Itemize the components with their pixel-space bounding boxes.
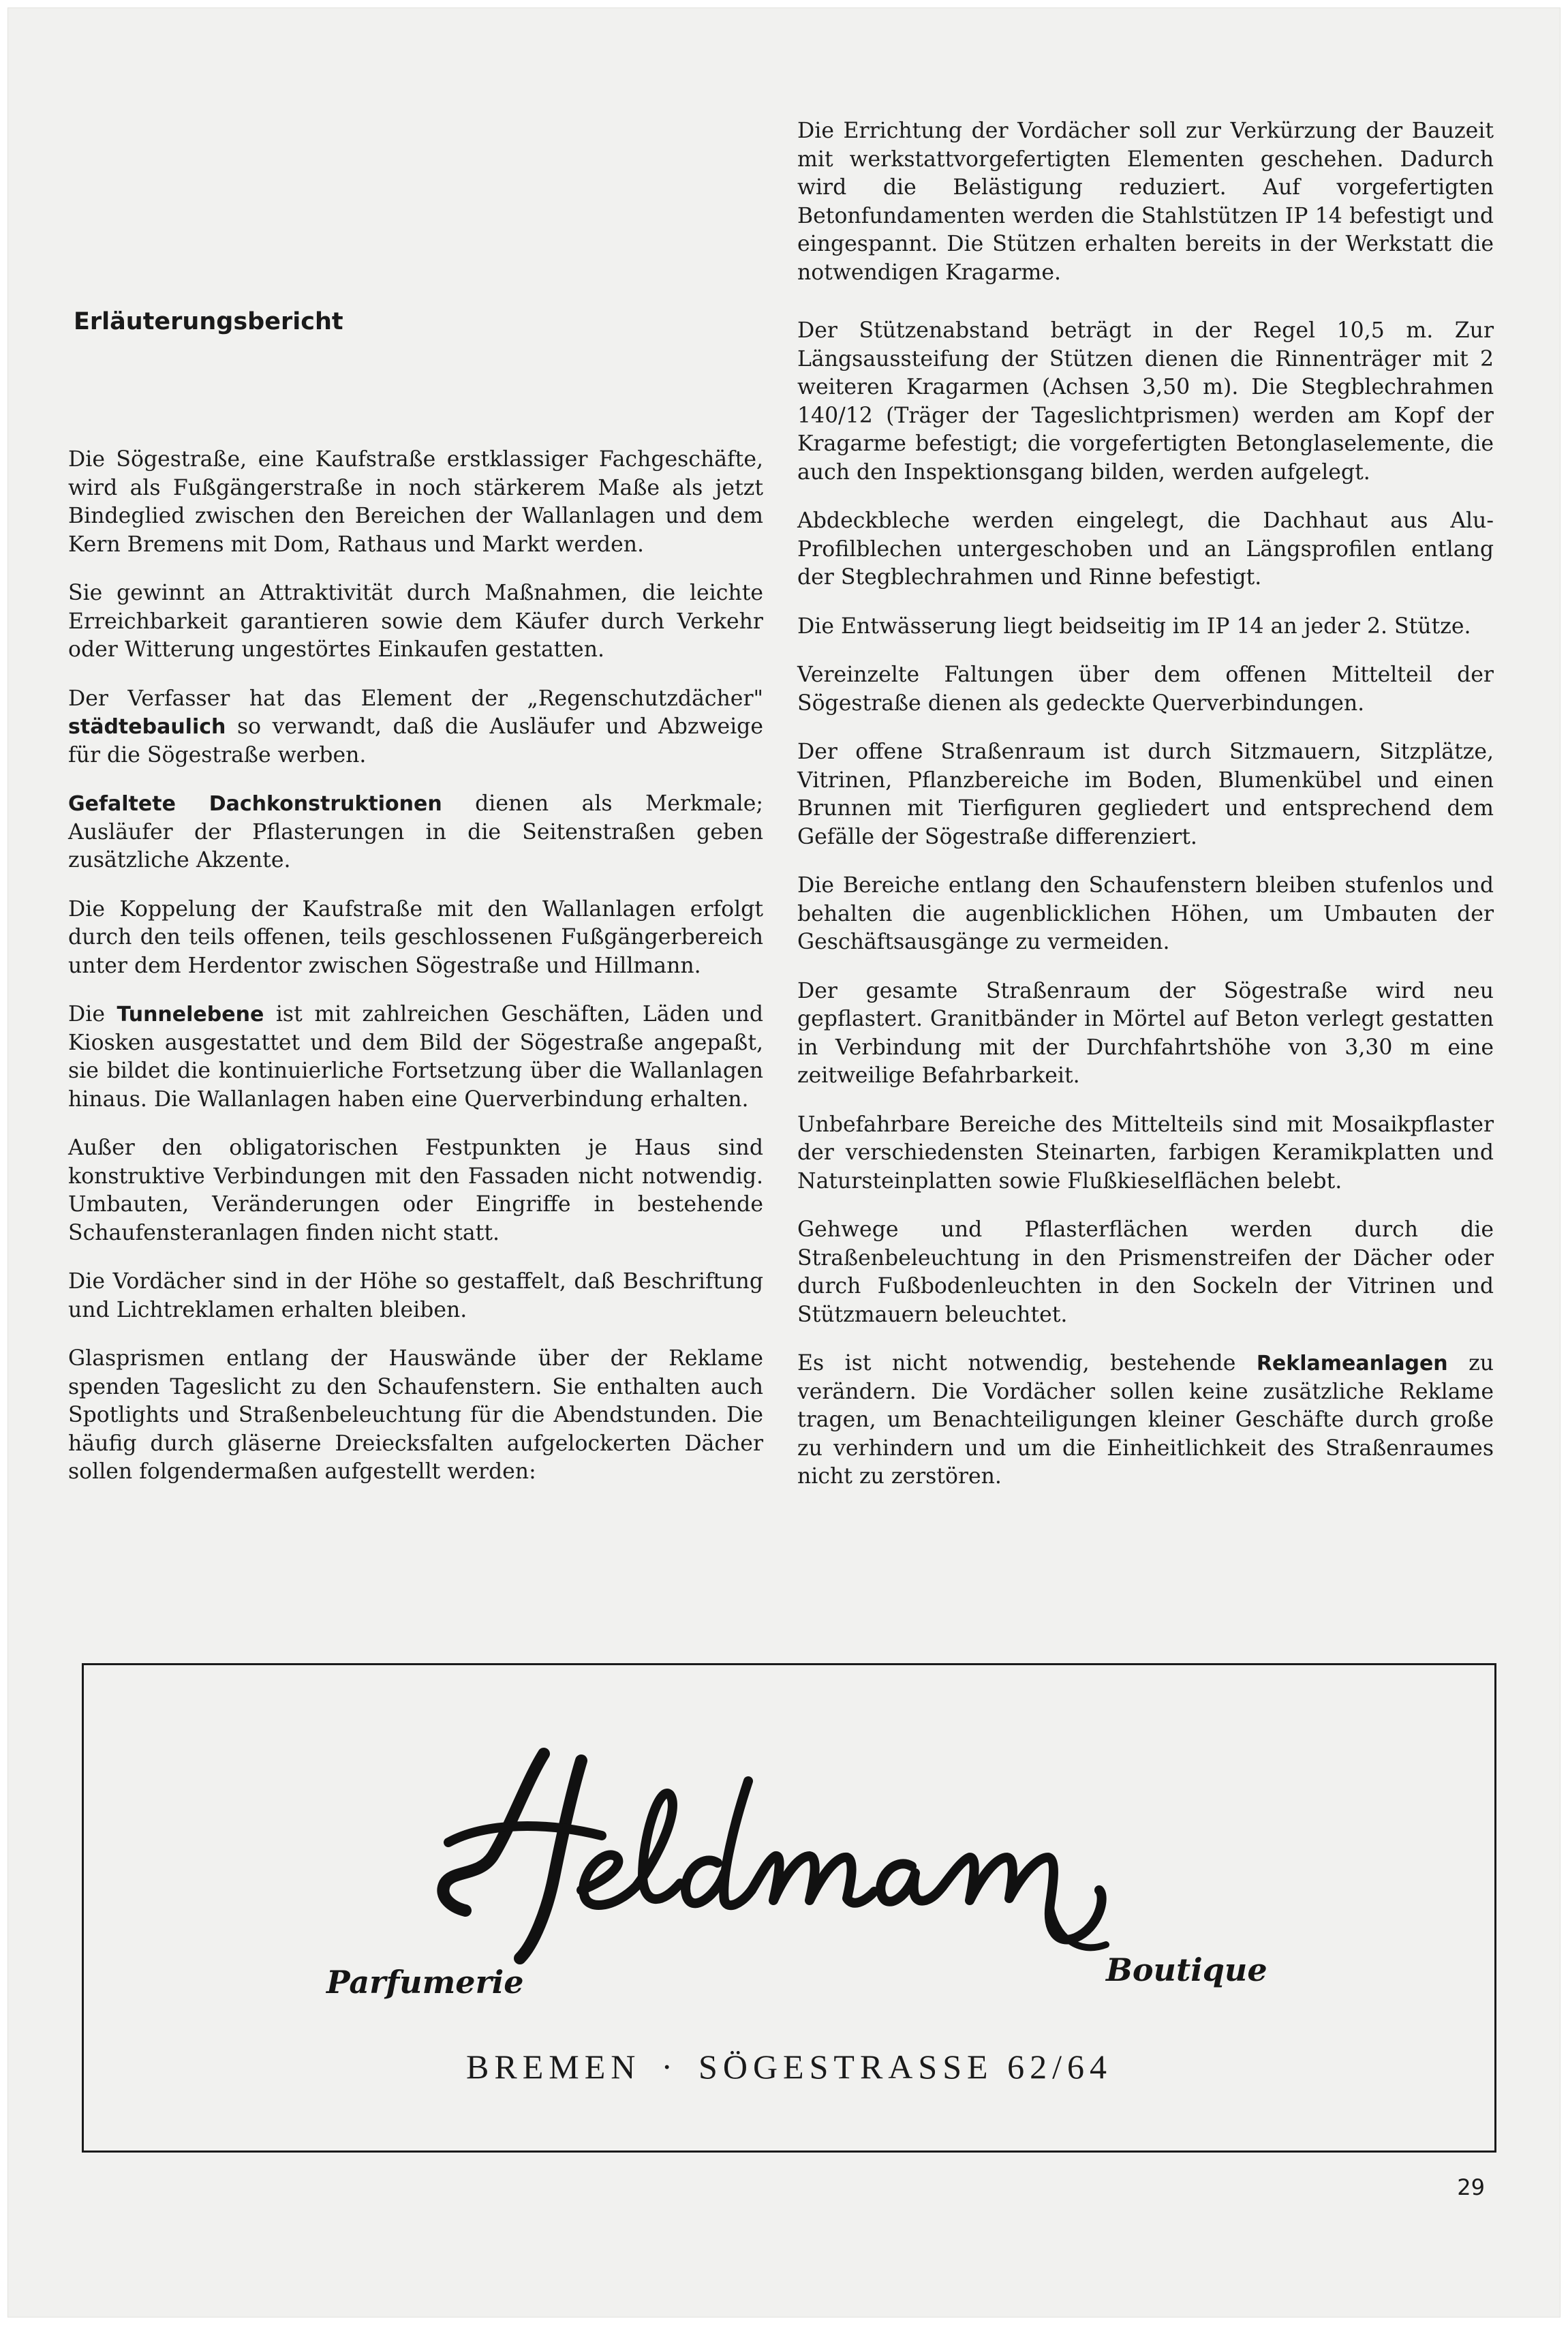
paragraph xyxy=(68,896,763,981)
page-number: 29 xyxy=(1457,2174,1485,2200)
page-sheet xyxy=(8,8,1560,2317)
paragraph-text: Der Verfasser hat das Element der „Regenschutzdächer" xyxy=(68,686,763,711)
ad-city: BREMEN xyxy=(466,2048,641,2086)
ad-street: SÖGESTRASSE 62/64 xyxy=(698,2048,1112,2086)
ad-separator: · xyxy=(661,2048,679,2086)
paragraph xyxy=(797,661,1494,718)
paragraph xyxy=(68,790,763,875)
paragraph-text: Außer den obligatorischen Festpunkten je Haus sind konstruktive Verbindungen mit den Fassaden nicht notwendig. Umbauten, Veränderungen oder Eingriffe in bestehende Schaufensteranlagen finden nicht statt. xyxy=(68,1136,763,1245)
paragraph xyxy=(797,1216,1494,1329)
paragraph-text: zu verändern. Die Vordächer sollen keine zusätzliche Reklame tragen, um Benachteiligungen kleiner Geschäfte durch große zu verhindern und um die Einheitlichkeit des Straßenraumes nicht zu zerstören. xyxy=(797,1351,1494,1489)
paragraph-text: Die Bereiche entlang den Schaufenstern bleiben stufenlos und behalten die augenblicklichen Höhen, um Umbauten der Geschäftsausgänge zu vermeiden. xyxy=(797,873,1494,954)
bold-term: Reklameanlagen xyxy=(1256,1352,1448,1376)
paragraph-text: Glasprismen entlang der Hauswände über der Reklame spenden Tageslicht zu den Schaufenstern. Sie enthalten auch Spotlights und Straßenbeleuchtung für die Abendstunden. Die häufig durch gläserne Dreiecksfalten aufgelockerten Dächer sollen folgendermaßen aufgestellt werden: xyxy=(68,1346,763,1484)
bold-term: Gefaltete Dachkonstruktionen xyxy=(68,792,442,816)
paragraph-text: Der offene Straßenraum ist durch Sitzmauern, Sitzplätze, Vitrinen, Pflanzbereiche im Boden, Blumenkübel und einen Brunnen mit Tierfiguren gegliedert und entsprechend dem Gefälle der Sögestraße differenziert. xyxy=(797,740,1494,849)
paragraph xyxy=(68,1134,763,1247)
paragraph-text: Abdeckbleche werden eingelegt, die Dachhaut aus Alu-Profilblechen untergeschoben und an Längsprofilen entlang der Stegblechrahmen und Rinne befestigt. xyxy=(797,508,1494,590)
heldmann-logo xyxy=(425,1740,1242,1965)
paragraph-text: Der Stützenabstand beträgt in der Regel 10,5 m. Zur Längsaussteifung der Stützen dienen die Rinnenträger mit 2 weiteren Kragarmen (Achsen 3,50 m). Die Stegblechrahmen 140/12 (Träger der Tageslichtprismen) werden am Kopf der Kragarme befestigt; die vorgefertigten Betonglaselemente, die auch den Inspektionsgang bilden, werden aufgelegt. xyxy=(797,318,1494,485)
paragraph-text: Die Vordächer sind in der Höhe so gestaffelt, daß Beschriftung und Lichtreklamen erhalten bleiben. xyxy=(68,1269,763,1322)
paragraph-text: Die Koppelung der Kaufstraße mit den Wallanlagen erfolgt durch den teils offenen, teils geschlossenen Fußgängerbereich unter dem Herdentor zwischen Sögestraße und Hillmann. xyxy=(68,896,763,978)
bold-term: städtebaulich xyxy=(68,715,226,739)
paragraph-text: Es ist nicht notwendig, bestehende xyxy=(797,1351,1236,1376)
paragraph-text: Die Sögestraße, eine Kaufstraße erstklassiger Fachgeschäfte, wird als Fußgängerstraße in noch stärkerem Maße als jetzt Bindeglied zwischen den Bereichen der Wallanlagen und dem Kern Bremens mit Dom, Rathaus und Markt werden. xyxy=(68,447,763,557)
right-text-column xyxy=(797,117,1494,1512)
left-text-column xyxy=(68,446,763,1507)
paragraph xyxy=(68,685,763,770)
paragraph xyxy=(797,507,1494,592)
paragraph xyxy=(68,1345,763,1487)
paragraph xyxy=(68,579,763,665)
ad-label-parfumerie: Parfumerie xyxy=(326,1964,524,2001)
bold-term: Tunnelebene xyxy=(117,1003,264,1027)
paragraph-text: Die Errichtung der Vordächer soll zur Verkürzung der Bauzeit mit werkstattvorgefertigten Elementen geschehen. Dadurch wird die Belästigung reduziert. Auf vorgefertigten Betonfundamenten werden die Stahlstützen IP 14 befestigt und eingespannt. Die Stützen erhalten bereits in der Werkstatt die notwendigen Kragarme. xyxy=(797,119,1494,285)
paragraph xyxy=(797,117,1494,287)
paragraph xyxy=(68,1001,763,1114)
ad-address xyxy=(84,2047,1494,2086)
paragraph-text: Die Entwässerung liegt beidseitig im IP 14 an jeder 2. Stütze. xyxy=(797,613,1471,639)
paragraph-text: Die xyxy=(68,1002,105,1027)
paragraph xyxy=(797,1111,1494,1196)
advertisement-box xyxy=(82,1663,1496,2153)
paragraph-text: ist mit zahlreichen Geschäften, Läden und Kiosken ausgestattet und dem Bild der Sögestraße angepaßt, sie bildet die kontinuierliche Fortsetzung über die Wallanlagen hinaus. Die Wallanlagen haben eine Querverbindung erhalten. xyxy=(68,1002,763,1112)
paragraph xyxy=(797,317,1494,487)
paragraph-text: Gehwege und Pflasterflächen werden durch die Straßenbeleuchtung in den Prismenstreifen der Dächer oder durch Fußbodenleuchten in den Sockeln der Vitrinen und Stützmauern beleuchtet. xyxy=(797,1217,1494,1327)
paragraph-text: Der gesamte Straßenraum der Sögestraße wird neu gepflastert. Granitbänder in Mörtel auf Beton verlegt gestatten in Verbindung mit der Durchfahrtshöhe von 3,30 m eine zeitweilige Befahrbarkeit. xyxy=(797,978,1494,1088)
section-heading: Erläuterungsbericht xyxy=(74,308,343,335)
paragraph-text: Vereinzelte Faltungen über dem offenen Mittelteil der Sögestraße dienen als gedeckte Querverbindungen. xyxy=(797,663,1494,716)
paragraph xyxy=(797,1350,1494,1491)
paragraph-text: Sie gewinnt an Attraktivität durch Maßnahmen, die leichte Erreichbarkeit garantieren sowie dem Käufer durch Verkehr oder Witterung ungestörtes Einkaufen gestatten. xyxy=(68,581,763,662)
paragraph xyxy=(797,872,1494,957)
paragraph xyxy=(797,977,1494,1091)
paragraph-text: Unbefahrbare Bereiche des Mittelteils sind mit Mosaikpflaster der verschiedensten Steinarten, farbigen Keramikplatten und Natursteinplatten sowie Flußkieselflächen belebt. xyxy=(797,1112,1494,1194)
paragraph xyxy=(797,613,1494,641)
paragraph-text: dienen als Merkmale; Ausläufer der Pflasterungen in die Seitenstraßen geben zusätzliche Akzente. xyxy=(68,791,763,872)
paragraph xyxy=(797,738,1494,851)
ad-label-boutique: Boutique xyxy=(1106,1951,1267,1988)
paragraph xyxy=(68,1268,763,1324)
paragraph xyxy=(68,446,763,559)
paragraph-text: so verwandt, daß die Ausläufer und Abzweige für die Sögestraße werben. xyxy=(68,714,763,768)
